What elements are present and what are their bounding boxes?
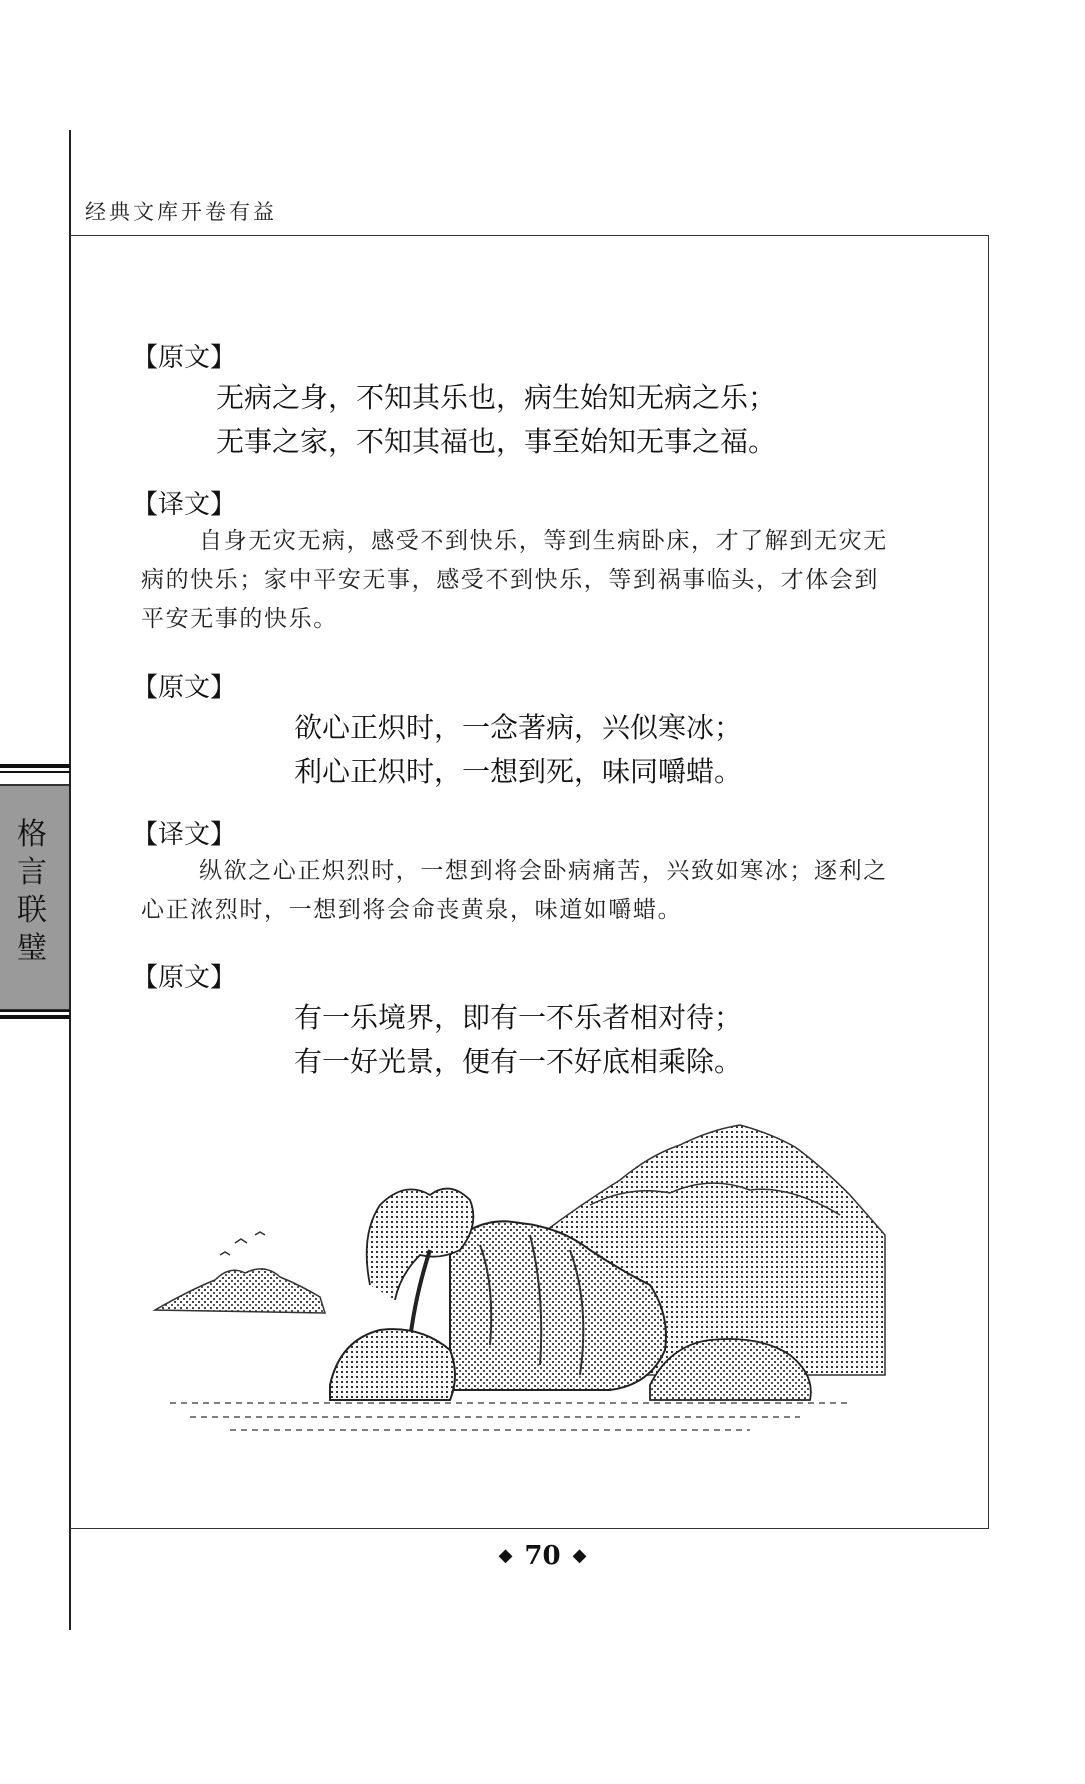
translation-text: 纵欲之心正炽烈时，一想到将会卧病痛苦，兴致如寒冰；逐利之心正浓烈时，一想到将会命丧黄泉，味道如嚼蜡。 <box>141 858 888 923</box>
original-line: 有一好光景，便有一不好底相乘除。 <box>294 1045 743 1078</box>
page-number <box>0 1541 1085 1571</box>
side-tab-char: 言 <box>17 855 47 890</box>
series-title: 经典文库开卷有益 <box>85 200 277 224</box>
original-text <box>294 996 742 1084</box>
landscape-illustration <box>150 1085 895 1445</box>
section-label: 【原文】 <box>132 963 237 993</box>
section-label: 【译文】 <box>132 820 237 850</box>
side-tab-rule-bottom <box>0 1010 70 1019</box>
side-tab <box>0 784 69 1011</box>
original-line: 利心正炽时，一想到死，味同嚼蜡。 <box>294 755 743 788</box>
original-text <box>216 376 776 464</box>
diamond-icon: ◆ <box>572 1545 587 1566</box>
original-line: 无事之家，不知其福也，事至始知无事之福。 <box>216 425 777 458</box>
original-line: 有一乐境界，即有一不乐者相对待； <box>294 1001 743 1034</box>
side-tab-char: 格 <box>17 817 47 852</box>
diamond-icon: ◆ <box>498 1545 513 1566</box>
original-line: 欲心正炽时，一念著病，兴似寒冰； <box>294 711 743 744</box>
side-tab-char: 联 <box>17 893 47 928</box>
section-label: 【原文】 <box>132 673 237 703</box>
translation-text: 自身无灾无病，感受不到快乐，等到生病卧床，才了解到无灾无病的快乐；家中平安无事，感受不到快乐，等到祸事临头，才体会到平安无事的快乐。 <box>141 528 888 632</box>
page-number-value: 70 <box>524 1541 561 1571</box>
side-tab-char: 璧 <box>17 931 47 966</box>
original-text <box>294 706 742 794</box>
section-label: 【原文】 <box>132 343 237 373</box>
section-label: 【译文】 <box>132 490 237 520</box>
side-tab-rule-top <box>0 764 70 773</box>
original-line: 无病之身，不知其乐也，病生始知无病之乐； <box>216 381 777 414</box>
